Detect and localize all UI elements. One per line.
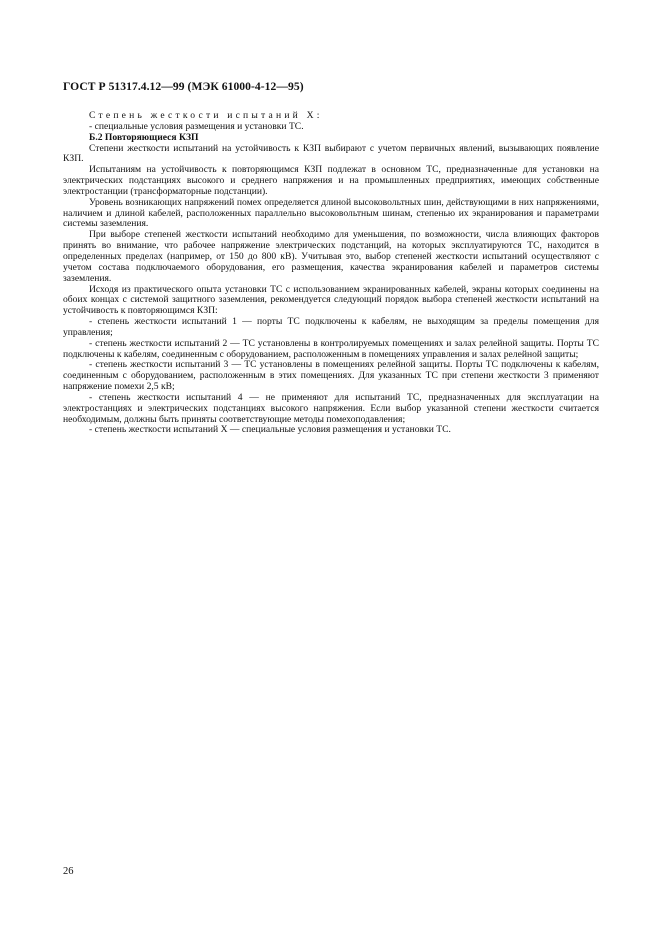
paragraph: Испытаниям на устойчивость к повторяющимся КЗП подлежат в основном ТС, предназначенные для установки на электрических подстанциях высокого и среднего напряжения и на промышленных предприятиях, имеющих собственные электростанции (трансформаторные подстанции). <box>63 164 599 197</box>
document-header: ГОСТ Р 51317.4.12—99 (МЭК 61000-4-12—95) <box>63 80 304 93</box>
severity-level-item: - степень жесткости испытаний 3 — ТС установлены в помещениях релейной защиты. Порты ТС подключены к кабелям, соединенным с оборудованием, расположенным в этих помещениях. Для указанных ТС при степени жесткости 3 применяют напряжение помехи 2,5 кВ; <box>63 359 599 393</box>
paragraph: Степени жесткости испытаний на устойчивость к КЗП выбирают с учетом первичных явлений, вызывающих появление КЗП. <box>63 142 599 165</box>
page-number: 26 <box>63 866 74 877</box>
paragraph: При выборе степеней жесткости испытаний необходимо для уменьшения, по возможности, числа влияющих факторов принять во внимание, что рабочее напряжение электрических подстанций, на которых эксплуатируются ТС, находится в определенных пределах (например, от 150 до 800 кВ). Учитывая это, выбор степеней жесткости испытаний осуществляют с учетом состава подключаемого оборудования, его размещения, качества экранирования кабелей и параметров системы заземления. <box>63 229 599 284</box>
level-x-text: - специальные условия размещения и установки ТС. <box>89 120 304 132</box>
paragraph: Исходя из практического опыта установки ТС с использованием экранированных кабелей, экраны которых соединены на обоих концах с системой защитного заземления, рекомендуется следующий порядок выбора степеней жесткости испытаний на устойчивость к повторяющимся КЗП: <box>63 283 599 317</box>
paragraph: Уровень возникающих напряжений помех определяется длиной высоковольтных шин, действующими в них напряжениями, наличием и длиной кабелей, расположенных параллельно высоковольтным шинам, степенью их экранирования и параметрами системы заземления. <box>63 196 599 230</box>
severity-level-item: - степень жесткости испытаний 2 — ТС установлены в контролируемых помещениях и залах релейной защиты. Порты ТС подключены к кабелям, соединенным с оборудованием, расположенным в помещениях управления и залах релейной защиты; <box>63 337 599 360</box>
severity-level-item: - степень жесткости испытаний 4 — не применяют для испытаний ТС, предназначенных для эксплуатации на электростанциях и электрических подстанциях высокого напряжения. Если выбор указанной степени жесткости считается необходимым, должны быть приняты соответствующие методы помехоподавления; <box>63 391 599 425</box>
level-x-heading: Степень жесткости испытаний Х: <box>89 110 323 121</box>
document-body <box>63 111 599 436</box>
severity-level-item: - степень жесткости испытаний 1 — порты ТС подключены к кабелям, не выходящим за пределы помещения для управления; <box>63 316 599 338</box>
section-title: Б.2 Повторяющиеся КЗП <box>89 131 199 143</box>
severity-level-item: - степень жесткости испытаний Х — специальные условия размещения и установки ТС. <box>89 424 451 436</box>
